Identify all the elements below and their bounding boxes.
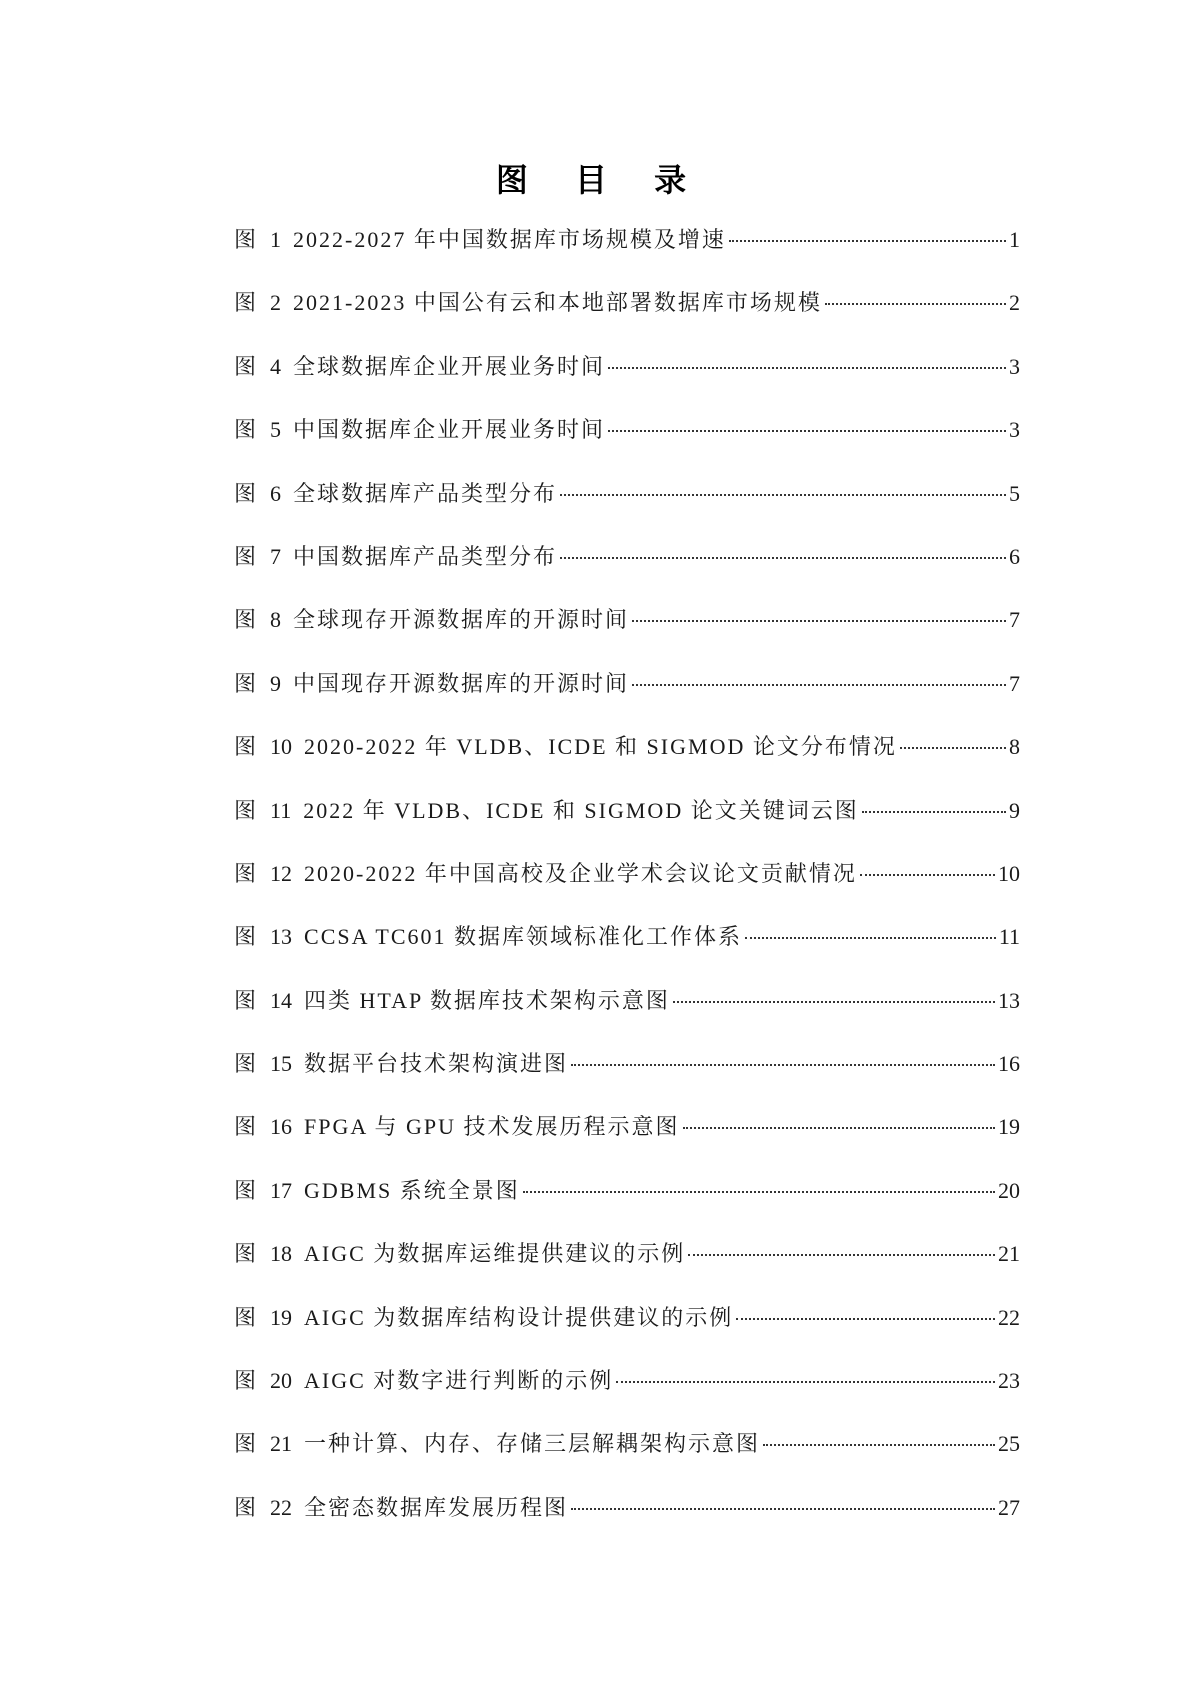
figure-label: 图 (234, 608, 259, 634)
figure-caption: 中国数据库企业开展业务时间 (293, 417, 606, 443)
figure-label: 图 (234, 798, 259, 824)
toc-entry[interactable] (234, 796, 1020, 859)
toc-entry[interactable] (234, 669, 1020, 732)
figure-caption: 2022 年 VLDB、ICDE 和 SIGMOD 论文关键词云图 (303, 797, 859, 823)
figure-label: 图 (234, 1115, 259, 1141)
figure-caption: 全球数据库产品类型分布 (293, 480, 558, 506)
figure-label: 图 (234, 418, 259, 444)
figure-label: 图 (234, 1242, 259, 1268)
dot-leader (608, 430, 1006, 432)
dot-leader (825, 303, 1006, 305)
figure-label: 图 (234, 735, 259, 761)
figure-number: 7 (270, 543, 282, 569)
dot-leader (616, 1381, 995, 1383)
figure-number: 6 (270, 480, 282, 506)
figure-number: 17 (270, 1177, 293, 1203)
page-number: 1 (1009, 227, 1020, 252)
dot-leader (736, 1318, 995, 1320)
page-number: 20 (998, 1177, 1020, 1203)
dot-leader (673, 1001, 995, 1003)
dot-leader (862, 811, 1006, 813)
toc-entry[interactable] (234, 1366, 1020, 1429)
toc-entry[interactable] (234, 225, 1020, 288)
figure-number: 8 (270, 607, 282, 633)
figure-caption: 全球现存开源数据库的开源时间 (293, 607, 630, 633)
page-number: 21 (998, 1241, 1020, 1267)
figure-number: 15 (270, 1051, 293, 1077)
figure-list (234, 225, 1020, 1556)
figure-caption: 2021-2023 中国公有云和本地部署数据库市场规模 (293, 290, 822, 316)
figure-label: 图 (234, 1052, 259, 1078)
dot-leader (683, 1127, 995, 1129)
figure-label: 图 (234, 988, 259, 1014)
page-number: 16 (998, 1051, 1020, 1077)
page-number: 7 (1009, 607, 1020, 633)
figure-label: 图 (234, 861, 259, 887)
figure-number: 22 (270, 1494, 293, 1520)
page-title: 图 目 录 (495, 161, 705, 199)
figure-label: 图 (234, 291, 259, 317)
page-number: 5 (1009, 480, 1020, 506)
dot-leader (688, 1254, 995, 1256)
figure-caption: 2020-2022 年 VLDB、ICDE 和 SIGMOD 论文分布情况 (304, 734, 897, 760)
dot-leader (900, 747, 1006, 749)
toc-entry[interactable] (234, 542, 1020, 605)
dot-leader (560, 494, 1006, 496)
figure-caption: 全密态数据库发展历程图 (304, 1494, 569, 1520)
toc-entry[interactable] (234, 288, 1020, 351)
figure-caption: 中国现存开源数据库的开源时间 (293, 670, 630, 696)
figure-label: 图 (234, 671, 259, 697)
dot-leader (560, 557, 1006, 559)
figure-label: 图 (234, 1495, 259, 1521)
toc-entry[interactable] (234, 859, 1020, 922)
figure-number: 20 (270, 1368, 293, 1394)
page-number: 13 (998, 987, 1020, 1013)
dot-leader (860, 874, 995, 876)
dot-leader (632, 620, 1006, 622)
page-number: 3 (1009, 353, 1020, 379)
figure-caption: AIGC 对数字进行判断的示例 (304, 1368, 614, 1394)
page-number: 6 (1009, 543, 1020, 569)
figure-caption: FPGA 与 GPU 技术发展历程示意图 (304, 1114, 680, 1140)
figure-caption: 中国数据库产品类型分布 (293, 543, 558, 569)
figure-caption: 2022-2027 年中国数据库市场规模及增速 (293, 227, 726, 252)
toc-entry[interactable] (234, 415, 1020, 478)
dot-leader (745, 937, 996, 939)
page-number: 9 (1009, 797, 1020, 823)
toc-entry[interactable] (234, 1493, 1020, 1556)
figure-number: 12 (270, 860, 293, 886)
figure-caption: 全球数据库企业开展业务时间 (293, 353, 606, 379)
figure-number: 14 (270, 987, 293, 1013)
toc-entry[interactable] (234, 479, 1020, 542)
page-number: 19 (998, 1114, 1020, 1140)
dot-leader (608, 367, 1006, 369)
figure-caption: 四类 HTAP 数据库技术架构示意图 (304, 987, 670, 1013)
figure-label: 图 (234, 1305, 259, 1331)
page-number: 27 (998, 1494, 1020, 1520)
toc-entry[interactable] (234, 352, 1020, 415)
figure-caption: 2020-2022 年中国高校及企业学术会议论文贡献情况 (304, 860, 857, 886)
dot-leader (632, 684, 1006, 686)
figure-number: 4 (270, 353, 282, 379)
figure-number: 2 (270, 290, 282, 316)
figure-number: 13 (270, 924, 293, 950)
toc-entry[interactable] (234, 605, 1020, 668)
figure-caption: AIGC 为数据库结构设计提供建议的示例 (304, 1304, 734, 1330)
toc-entry[interactable] (234, 1176, 1020, 1239)
page-number: 23 (998, 1368, 1020, 1394)
figure-label: 图 (234, 481, 259, 507)
toc-entry[interactable] (234, 986, 1020, 1049)
page-number: 10 (998, 860, 1020, 886)
toc-entry[interactable] (234, 1303, 1020, 1366)
toc-entry[interactable] (234, 1429, 1020, 1492)
figure-label: 图 (234, 1432, 259, 1458)
figure-number: 11 (270, 797, 292, 823)
page-number: 22 (998, 1304, 1020, 1330)
figure-number: 5 (270, 417, 282, 443)
figure-caption: CCSA TC601 数据库领域标准化工作体系 (304, 924, 742, 950)
figure-number: 10 (270, 734, 293, 760)
figure-label: 图 (234, 1178, 259, 1204)
figure-label: 图 (234, 1369, 259, 1395)
figure-number: 18 (270, 1241, 293, 1267)
figure-number: 9 (270, 670, 282, 696)
figure-label: 图 (234, 925, 259, 951)
dot-leader (571, 1508, 995, 1510)
toc-entry[interactable] (234, 1112, 1020, 1175)
figure-number: 21 (270, 1431, 293, 1457)
figure-label: 图 (234, 354, 259, 380)
figure-caption: 数据平台技术架构演进图 (304, 1051, 569, 1077)
dot-leader (729, 240, 1006, 242)
toc-entry[interactable] (234, 1239, 1020, 1302)
figure-label: 图 (234, 544, 259, 570)
figure-caption: GDBMS 系统全景图 (304, 1177, 520, 1203)
toc-entry[interactable] (234, 732, 1020, 795)
figure-number: 16 (270, 1114, 293, 1140)
figure-label: 图 (234, 228, 259, 253)
page-number: 8 (1009, 734, 1020, 760)
page-number: 11 (998, 924, 1020, 950)
page-number: 7 (1009, 670, 1020, 696)
figure-number: 19 (270, 1304, 293, 1330)
dot-leader (523, 1191, 995, 1193)
page-number: 3 (1009, 417, 1020, 443)
dot-leader (571, 1064, 995, 1066)
figure-caption: 一种计算、内存、存储三层解耦架构示意图 (304, 1431, 761, 1457)
page-number: 25 (998, 1431, 1020, 1457)
toc-entry[interactable] (234, 1049, 1020, 1112)
toc-entry[interactable] (234, 922, 1020, 985)
figure-number: 1 (270, 227, 282, 252)
figure-caption: AIGC 为数据库运维提供建议的示例 (304, 1241, 686, 1267)
page-number: 2 (1009, 290, 1020, 316)
dot-leader (763, 1444, 995, 1446)
